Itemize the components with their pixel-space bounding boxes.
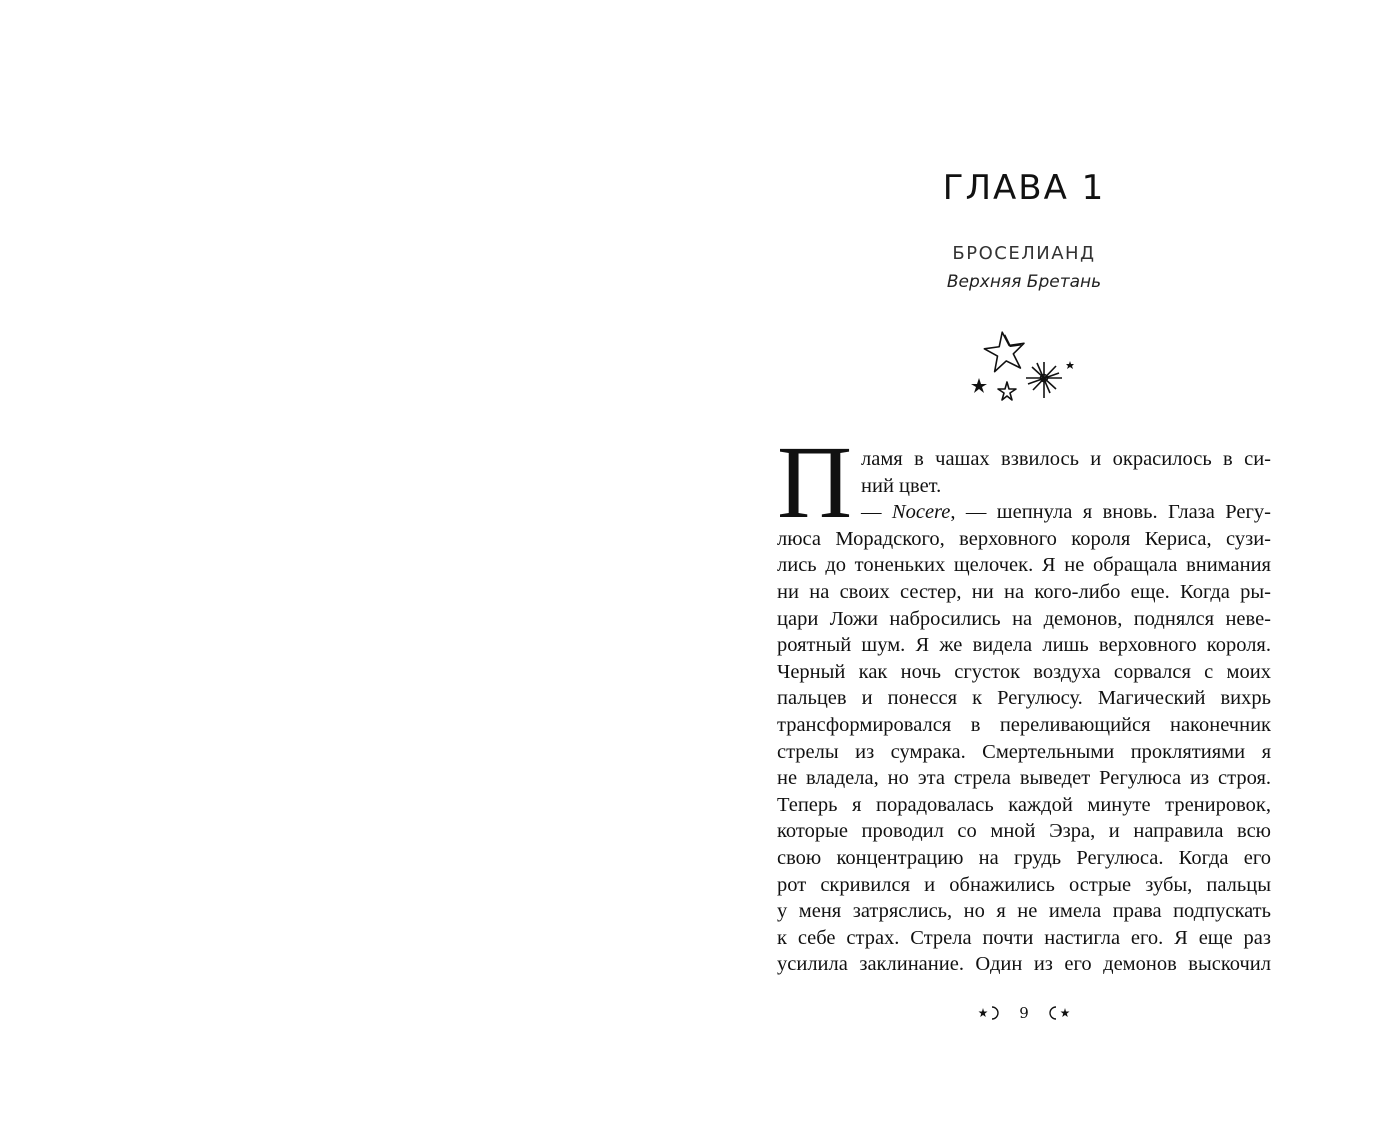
text-line: пальцев и понесся к Регулюсу. Магический вихрь xyxy=(777,687,1271,710)
stars-icon xyxy=(967,322,1087,412)
star-moon-icon xyxy=(978,1005,1000,1021)
chapter-region: Верхняя Бретань xyxy=(946,272,1102,292)
text-line: лись до тоненьких щелочек. Я не обращала внимания xyxy=(777,554,1271,577)
drop-cap: П xyxy=(777,425,853,540)
chapter-title xyxy=(697,168,1351,208)
text-line: трансформировался в переливающийся наконечник xyxy=(777,713,1271,736)
page-folio xyxy=(697,1003,1351,1022)
text-line: свою концентрацию на грудь Регулюса. Когда его xyxy=(777,846,1271,869)
text-line: стрелы из сумрака. Смертельными проклятиями я xyxy=(777,740,1271,763)
text-line: ламя в чашах взвилось и окрасилось в си- xyxy=(861,448,1271,470)
text-line: рот скривился и обнажились острые зубы, пальцы xyxy=(777,873,1271,896)
text-line: цари Ложи набросились на демонов, поднялся неве- xyxy=(777,607,1271,630)
moon-star-icon xyxy=(1048,1005,1070,1021)
text-line: ний цвет. xyxy=(861,474,942,497)
text-line xyxy=(777,499,1271,526)
text-line: к себе страх. Стрела почти настигла его. Я еще раз xyxy=(777,926,1271,949)
text-line: у меня затряслись, но я не имела права подпускать xyxy=(777,900,1271,923)
text-line: усилила заклинание. Один из его демонов выскочил xyxy=(777,953,1271,976)
text-line: Теперь я порадовалась каждой минуте тренировок, xyxy=(777,793,1271,816)
text-line: люса Морадского, верховного короля Кериса, сузи- xyxy=(777,527,1271,550)
text-line: не владела, но эта стрела выведет Регулюса из строя. xyxy=(777,767,1271,790)
text-line: роятный шум. Я же видела лишь верховного короля. xyxy=(777,634,1271,657)
text-line: Черный как ночь сгусток воздуха сорвался с моих xyxy=(777,660,1271,683)
chapter-place: БРОСЕЛИАНД xyxy=(952,243,1096,264)
text-line: которые проводил со мной Эзра, и направила всю xyxy=(777,820,1271,843)
text-line: ни на своих сестер, ни на кого-либо еще. Когда ры- xyxy=(777,580,1271,603)
incantation-word: Nocere xyxy=(891,501,951,524)
chapter-body-text xyxy=(777,446,1271,978)
right-page xyxy=(697,0,1394,1125)
line-continuation: , — шепнула я вновь. Глаза Регу- xyxy=(950,501,1271,524)
dash-text: — xyxy=(861,501,892,524)
page-number: 9 xyxy=(1019,1004,1029,1022)
chapter-title-text: ГЛАВА 1 xyxy=(942,168,1106,208)
